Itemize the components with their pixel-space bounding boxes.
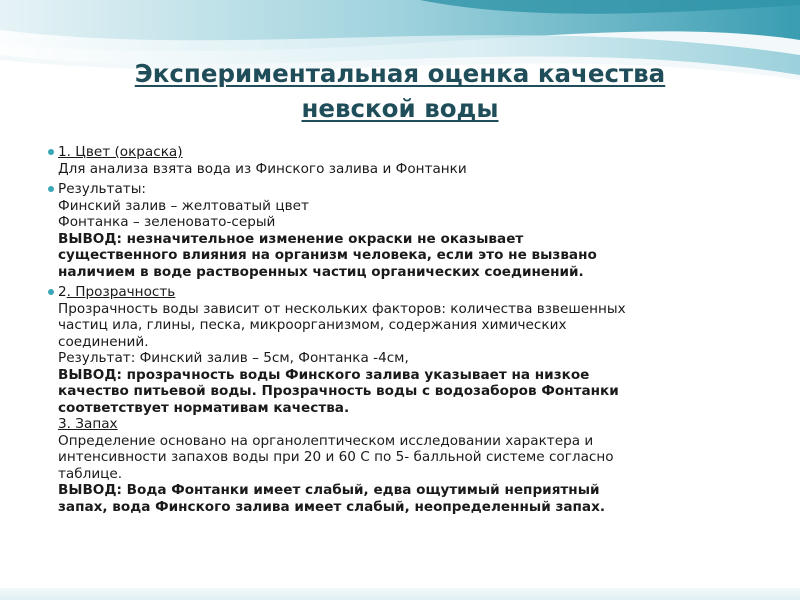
title-line-1: Экспериментальная оценка качества — [134, 59, 666, 88]
footer-band-decoration — [0, 588, 800, 600]
section-transparency — [48, 284, 748, 515]
smell-line-3: таблице. — [58, 465, 123, 482]
bullet-icon — [48, 149, 54, 155]
transparency-heading: . Прозрачность — [66, 284, 176, 300]
bullet-icon — [48, 186, 54, 192]
conclusion-1-line-1: ВЫВОД: незначительное изменение окраски не оказывает — [58, 230, 524, 247]
result-gulf: Финский залив – желтоватый цвет — [58, 197, 309, 214]
results-label: Результаты: — [58, 181, 147, 197]
bullet-icon — [48, 289, 54, 295]
smell-line-2: интенсивности запахов воды при 20 и 60 С по 5- балльной системе согласно — [58, 449, 614, 465]
conclusion-3-line-1: ВЫВОД: Вода Фонтанки имеет слабый, едва ощутимый неприятный — [58, 482, 600, 498]
conclusion-2-line-3: соответствует нормативам качества. — [58, 399, 350, 416]
slide-content — [48, 144, 748, 515]
conclusion-2-line-2: качество питьевой воды. Прозрачность воды с водозаборов Фонтанки — [58, 383, 619, 399]
conclusion-1-line-2: существенного влияния на организм человека, если это не вызвано — [58, 247, 597, 263]
transparency-line-3: соединений. — [58, 333, 149, 350]
slide-title — [40, 56, 760, 126]
conclusion-1-line-3: наличием в воде растворенных частиц органических соединений. — [58, 263, 584, 280]
transparency-line-1: Прозрачность воды зависит от нескольких факторов: количества взвешенных — [58, 300, 626, 317]
smell-line-1: Определение основано на органолептическом исследовании характера и — [58, 432, 594, 449]
result-fontanka: Фонтанка – зеленовато-серый — [58, 214, 276, 230]
title-line-2: невской воды — [301, 94, 499, 123]
section-results — [48, 181, 748, 280]
conclusion-3-line-2: запах, вода Финского залива имеет слабый, неопределенный запах. — [58, 498, 606, 515]
color-text: Для анализа взята вода из Финского залива и Фонтанки — [58, 160, 467, 177]
smell-heading: 3. Запах — [58, 416, 118, 432]
color-heading: 1. Цвет (окраска) — [58, 144, 183, 160]
section-color — [48, 144, 748, 177]
transparency-number: 2 — [58, 284, 67, 300]
transparency-line-2: частиц ила, глины, песка, микроорганизмом, содержания химических — [58, 317, 567, 333]
conclusion-2-line-1: ВЫВОД: прозрачность воды Финского залива указывает на низкое — [58, 366, 590, 383]
transparency-result: Результат: Финский залив – 5см, Фонтанка -4см, — [58, 350, 409, 366]
